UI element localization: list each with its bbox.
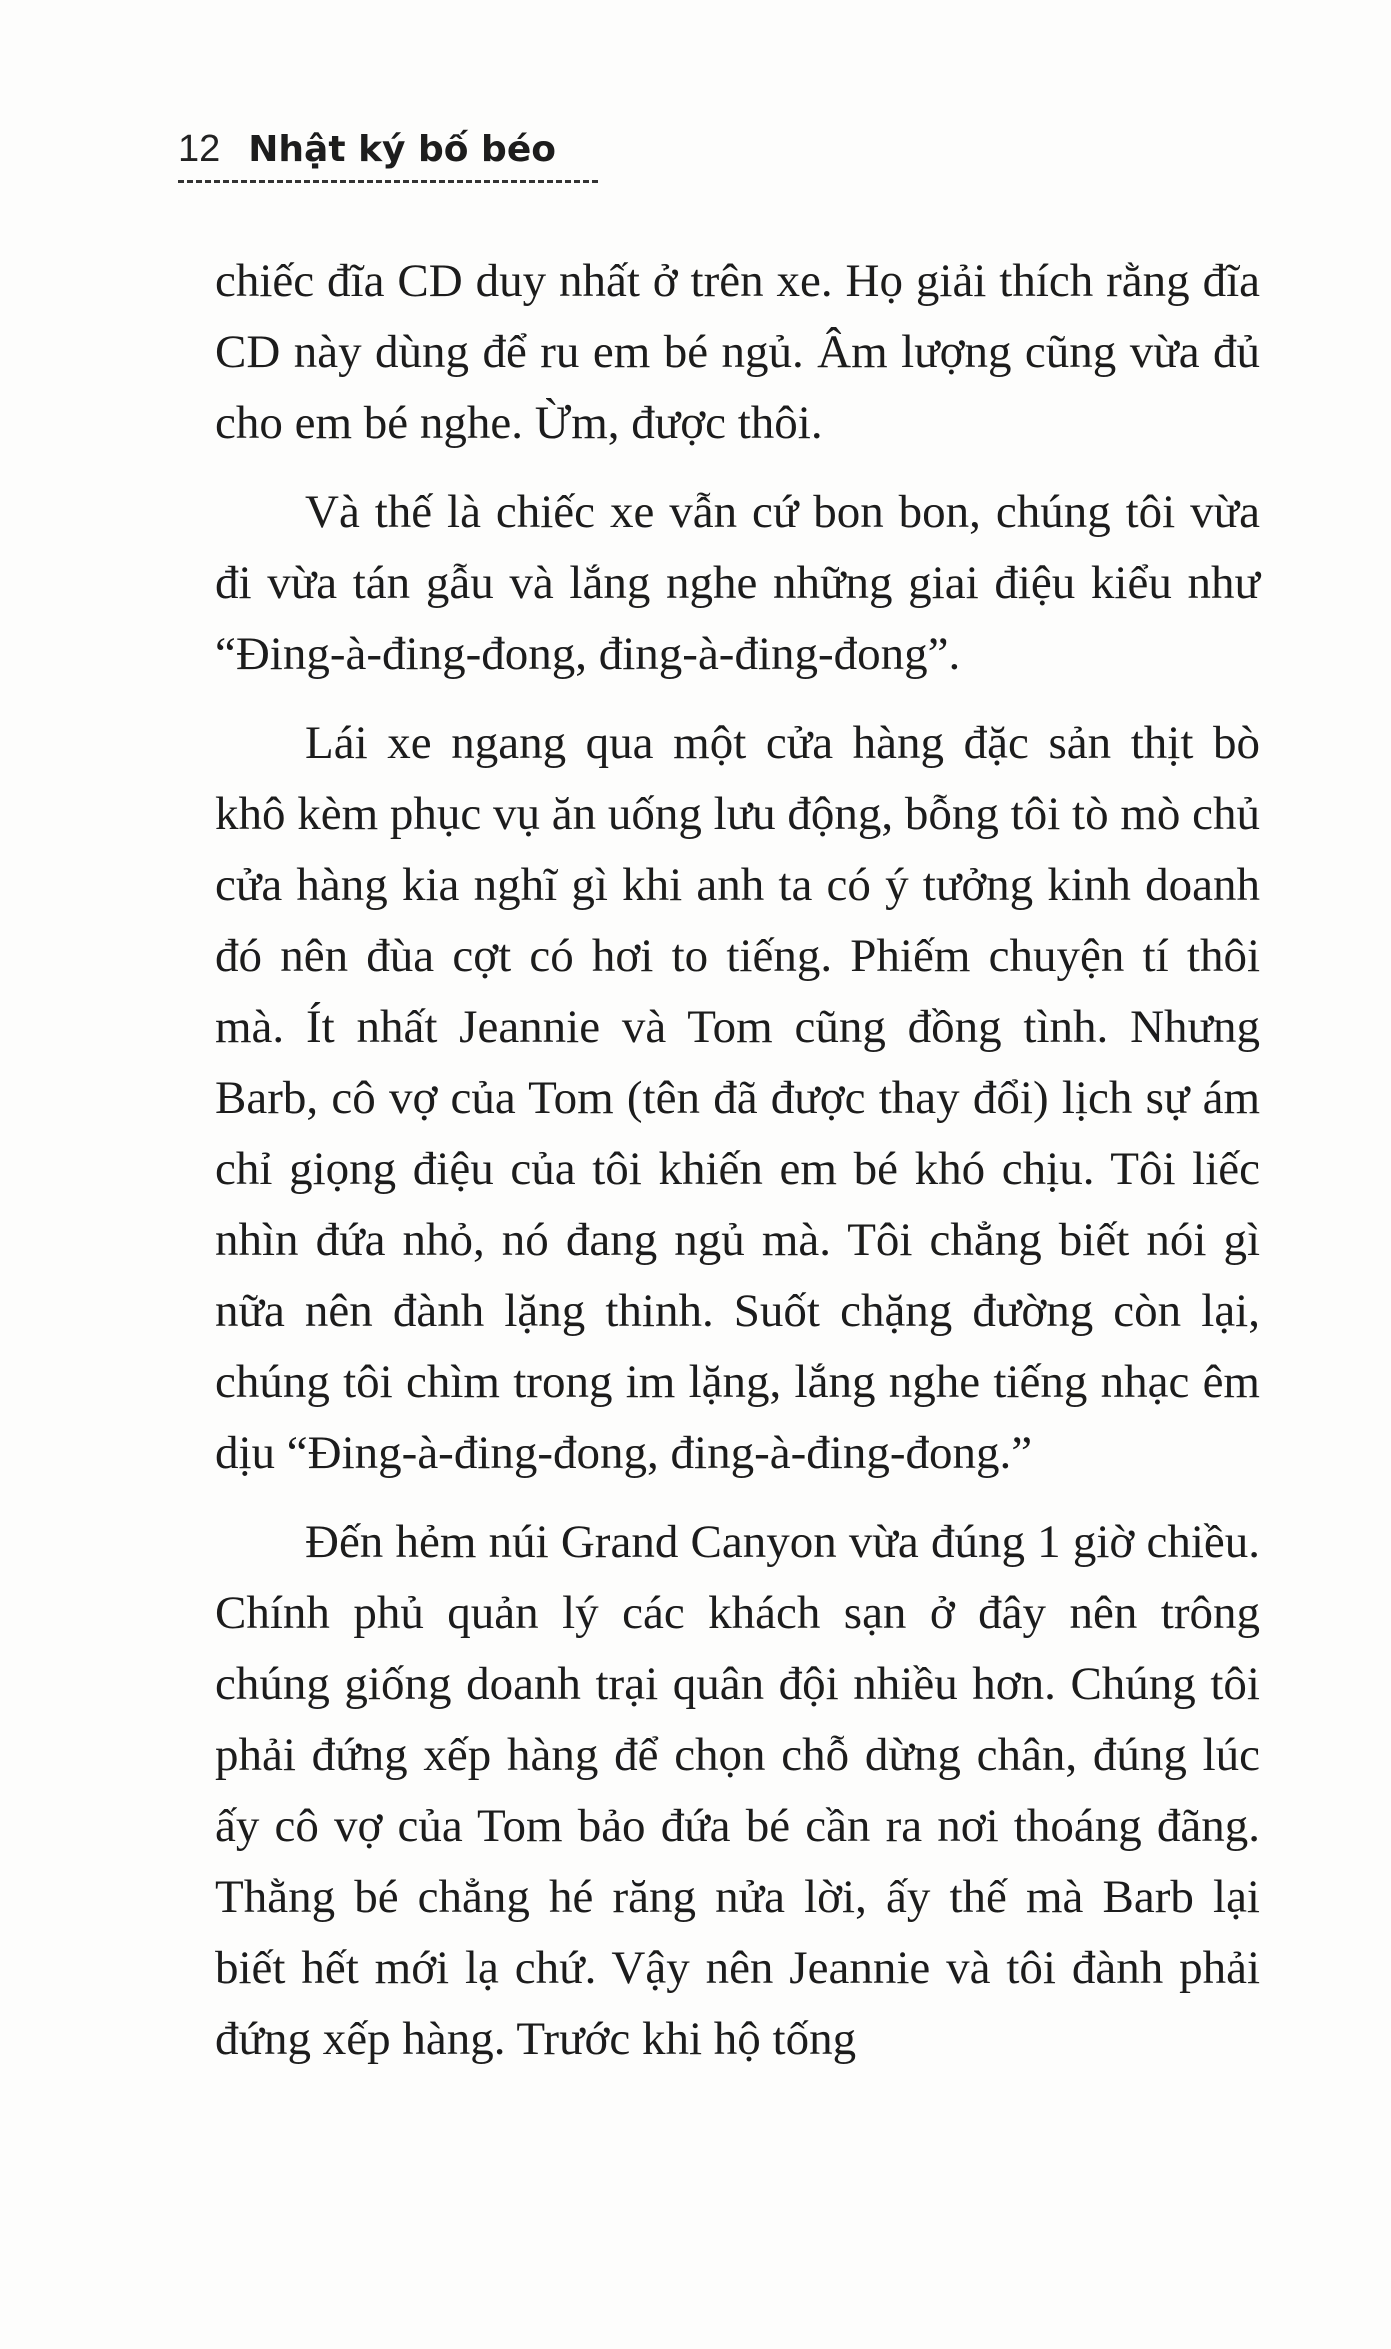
paragraph-spacer: [215, 459, 1260, 477]
paragraph-3: Lái xe ngang qua một cửa hàng đặc sản thịt bò khô kèm phục vụ ăn uống lưu động, bỗng tôi tò mò chủ cửa hàng kia nghĩ gì khi anh ta có ý tưởng kinh doanh đó nên đùa cợt có hơi to tiếng. Phiếm chuyện tí thôi mà. Ít nhất Jeannie và Tom cũng đồng tình. Nhưng Barb, cô vợ của Tom (tên đã được thay đổi) lịch sự ám chỉ giọng điệu của tôi khiến em bé khó chịu. Tôi liếc nhìn đứa nhỏ, nó đang ngủ mà. Tôi chẳng biết nói gì nữa nên đành lặng thinh. Suốt chặng đường còn lại, chúng tôi chìm trong im lặng, lắng nghe tiếng nhạc êm dịu “Đing-à-đing-đong, đing-à-đing-đong.”: [215, 717, 1261, 1479]
book-title: Nhật ký bố béo: [248, 129, 556, 170]
paragraph-1: chiếc đĩa CD duy nhất ở trên xe. Họ giải thích rằng đĩa CD này dùng để ru em bé ngủ. Âm lượng cũng vừa đủ cho em bé nghe. Ừm, được thôi.: [215, 255, 1260, 449]
paragraph-2: Và thế là chiếc xe vẫn cứ bon bon, chúng tôi vừa đi vừa tán gẫu và lắng nghe những giai điệu kiểu như “Đing-à-đing-đong, đing-à-đing-đong”.: [215, 486, 1260, 680]
header-dashed-rule: [178, 180, 598, 183]
body-text: [215, 246, 1260, 2075]
paragraph-spacer: [215, 1489, 1260, 1507]
paragraph-spacer: [215, 690, 1260, 708]
running-head: [178, 128, 598, 188]
page-number: 12: [178, 128, 221, 170]
paragraph-4: Đến hẻm núi Grand Canyon vừa đúng 1 giờ chiều. Chính phủ quản lý các khách sạn ở đây nên trông chúng giống doanh trại quân đội nhiều hơn. Chúng tôi phải đứng xếp hàng để chọn chỗ dừng chân, đúng lúc ấy cô vợ của Tom bảo đứa bé cần ra nơi thoáng đãng. Thằng bé chẳng hé răng nửa lời, ấy thế mà Barb lại biết hết mới lạ chứ. Vậy nên Jeannie và tôi đành phải đứng xếp hàng. Trước khi hộ tống: [215, 1516, 1260, 2065]
